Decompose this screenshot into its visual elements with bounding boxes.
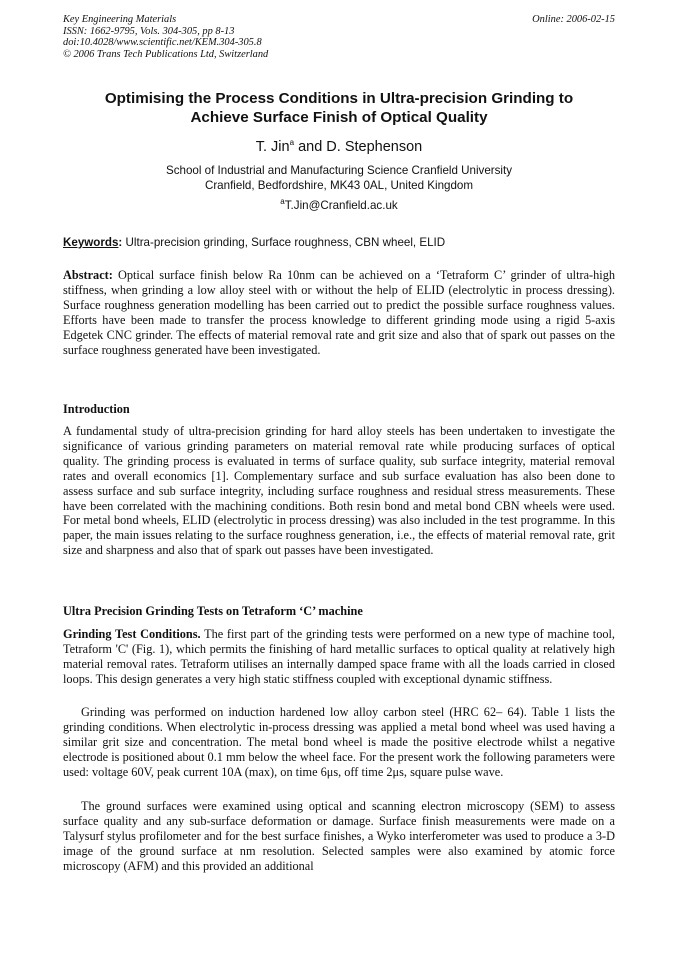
affiliation-line-1: School of Industrial and Manufacturing Science Cranfield University (165, 164, 513, 177)
section2-heading: Ultra Precision Grinding Tests on Tetraform ‘C’ machine (63, 604, 363, 618)
affiliation-line-2: Cranfield, Bedfordshire, MK43 0AL, United Kingdom (204, 179, 474, 192)
title-line-1: Optimising the Process Conditions in Ultra-precision Grinding to (104, 90, 574, 107)
intro-paragraph: A fundamental study of ultra-precision grinding for hard alloy steels has been undertaken to investigate the significance of various grinding parameters on material removal rate while producing surfaces of optical quality. The grinding process is evaluated in terms of surface quality, sub surface integrity, material removal rates and overall economics [1]. Complementary surface and sub surface evaluation has also been done to assess surface and sub surface integrity, including surface roughness and residual stress measurements. These have been correlated with the machining conditions. Both resin bond and metal bond CBN wheels were used. For metal bond wheels, ELID (electrolytic in process dressing) was also included in the test programme. In this paper, the main issues relating to the surface roughness generation, i.e., the effects of material removal rate, grit size and sharpness and also that of spark out passes have been investigated. (63, 424, 615, 558)
online-date: Online: 2006-02-15 (532, 14, 615, 25)
keywords-colon: : (118, 236, 123, 249)
doi-line: doi:10.4028/www.scientific.net/KEM.304-305.8 (63, 37, 262, 49)
email-affil-mark: a (280, 197, 285, 207)
grinding-test-conditions-label: Grinding Test Conditions. (63, 627, 201, 641)
journal-name: Key Engineering Materials (63, 14, 177, 25)
affiliation (63, 163, 615, 193)
section2-paragraph-2: Grinding was performed on induction hardened low alloy carbon steel (HRC 62– 64). Table 1 lists the grinding conditions. When electrolytic in-process dressing was applied a metal bond wheel was used having a similar grit size and concentration. The metal bond wheel is made the positive electrode whilst a negative electrode is positioned about 0.1 mm below the wheel face. For the present work the following parameters were used: voltage 60V, peak current 10A (max), on time 6μs, off time 2μs, square pulse wave. (63, 705, 615, 779)
section2-paragraph-1 (63, 627, 615, 687)
keywords-label: Keywords (63, 236, 119, 249)
keywords-text: Ultra-precision grinding, Surface roughness, CBN wheel, ELID (122, 236, 446, 249)
abstract-label: Abstract: (63, 268, 113, 282)
abstract (63, 268, 615, 357)
paper-title (63, 89, 615, 127)
abstract-text: Optical surface finish below Ra 10nm can be achieved on a ‘Tetraform C’ grinder of ultra-high stiffness, when grinding a low alloy steel with or without the help of ELID (electrolytic in process dressing). Surface roughness generation modelling has been carried out to predict the possible surface roughness values. Efforts have been made to transfer the process knowledge to different grinding mode using a rigid 5-axis Edgetek CNC grinder. The effects of material removal rate and grit size and also that of spark out passes on the surface roughness generated have been investigated. (63, 268, 615, 357)
keywords (63, 235, 615, 250)
email-address: T.Jin@Cranfield.ac.uk (284, 199, 398, 212)
intro-heading: Introduction (63, 402, 130, 416)
author-1-affil-mark: a (289, 138, 295, 148)
copyright-line: © 2006 Trans Tech Publications Ltd, Switzerland (63, 48, 269, 60)
journal-header (63, 14, 615, 60)
author-email (63, 198, 615, 213)
section2-paragraph-3: The ground surfaces were examined using optical and scanning electron microscopy (SEM) to assess surface quality and any sub-surface deformation or damage. Surface finish measurements were made on a Talysurf stylus profilometer and for the best surface finishes, a Wyko interferometer was used to produce a 3-D image of the ground surface at nm resolution. Selected samples were also examined by atomic force microscopy (AFM) and this provided an additional (63, 799, 615, 873)
authors (63, 138, 615, 156)
author-1: T. Jin (255, 139, 290, 155)
author-2: and D. Stephenson (294, 139, 423, 155)
issn-line: ISSN: 1662-9795, Vols. 304-305, pp 8-13 (63, 25, 235, 37)
section2-p1-text: The first part of the grinding tests were performed on a new type of machine tool, Tetraform 'C' (Fig. 1), which permits the finishing of hard metallic surfaces to optical quality at relatively high material removal rates. Tetraform utilises an internally damped space frame with all the loads carried in closed loops. This design generates a very high static stiffness coupled with exceptional dynamic stiffness. (63, 627, 615, 686)
title-line-2: Achieve Surface Finish of Optical Quality (190, 109, 488, 126)
